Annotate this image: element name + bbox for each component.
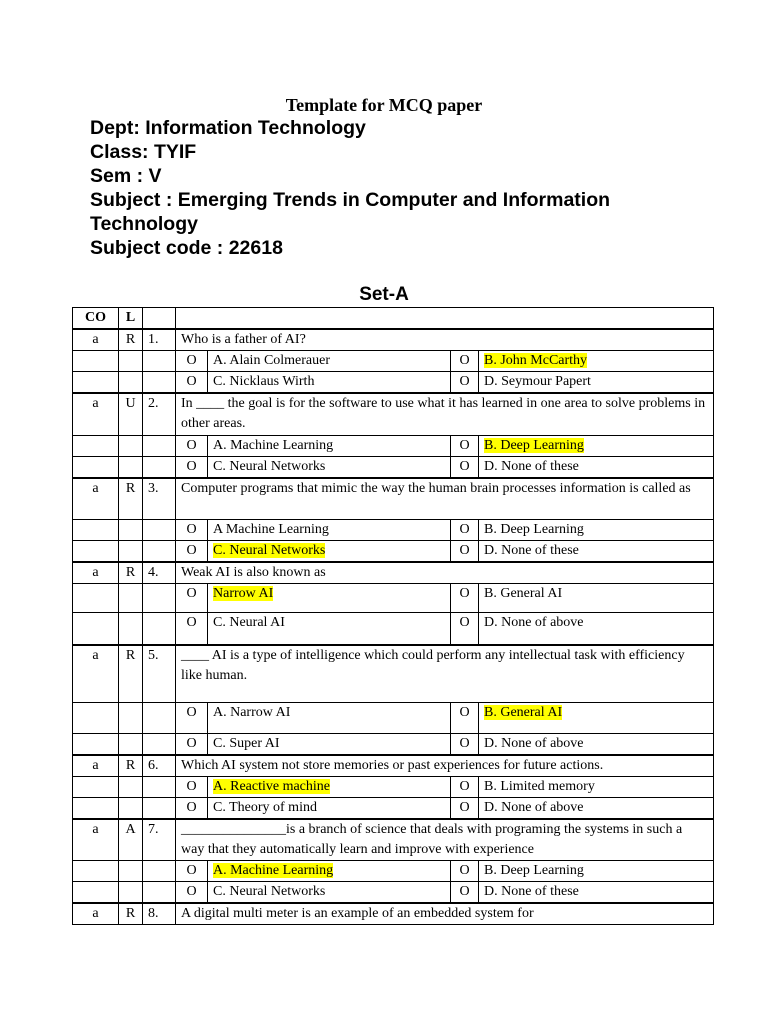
empty-cell <box>119 520 143 541</box>
option-label: B. Deep Learning <box>484 522 584 537</box>
question-number: 6. <box>143 755 176 777</box>
option-text <box>479 584 714 613</box>
empty-cell <box>73 351 119 372</box>
empty-cell <box>143 372 176 394</box>
subject-line-1: Subject : Emerging Trends in Computer and Information <box>90 189 611 211</box>
question-level: R <box>119 645 143 703</box>
class-line: Class: TYIF <box>90 141 197 163</box>
option-radio[interactable]: O <box>451 703 479 734</box>
subject-line-2: Technology <box>90 213 198 235</box>
option-label: C. Nicklaus Wirth <box>213 374 315 389</box>
empty-cell <box>143 882 176 904</box>
empty-cell <box>119 584 143 613</box>
empty-cell <box>143 798 176 820</box>
option-radio[interactable]: O <box>451 584 479 613</box>
question-level: R <box>119 478 143 520</box>
option-row <box>73 456 714 478</box>
option-text <box>479 613 714 645</box>
paper-header <box>90 116 690 260</box>
correct-answer: Narrow AI <box>213 586 274 601</box>
empty-cell <box>119 777 143 798</box>
option-radio[interactable]: O <box>451 351 479 372</box>
empty-cell <box>143 734 176 756</box>
option-row <box>73 541 714 563</box>
question-level: R <box>119 562 143 584</box>
option-label: D. None of above <box>484 800 584 815</box>
question-level: R <box>119 903 143 925</box>
option-text <box>479 541 714 563</box>
option-radio[interactable]: O <box>176 520 208 541</box>
empty-cell <box>143 613 176 645</box>
empty-cell <box>119 541 143 563</box>
header-l: L <box>119 308 143 330</box>
option-text <box>208 520 451 541</box>
question-text: Which AI system not store memories or past experiences for future actions. <box>176 755 714 777</box>
option-text <box>479 734 714 756</box>
option-text <box>208 351 451 372</box>
empty-cell <box>119 798 143 820</box>
option-text <box>208 798 451 820</box>
question-level: R <box>119 755 143 777</box>
option-radio[interactable]: O <box>451 734 479 756</box>
empty-cell <box>119 734 143 756</box>
question-number: 2. <box>143 393 176 435</box>
question-level: U <box>119 393 143 435</box>
option-label: A. Machine Learning <box>213 437 334 453</box>
question-number: 8. <box>143 903 176 925</box>
option-radio[interactable]: O <box>451 613 479 645</box>
correct-answer: C. Neural Networks <box>213 543 326 558</box>
option-text <box>479 703 714 734</box>
empty-cell <box>73 861 119 882</box>
option-radio[interactable]: O <box>451 520 479 541</box>
option-row <box>73 861 714 882</box>
empty-cell <box>73 798 119 820</box>
option-radio[interactable]: O <box>451 435 479 456</box>
question-row <box>73 393 714 435</box>
option-radio[interactable]: O <box>176 798 208 820</box>
empty-cell <box>73 456 119 478</box>
empty-cell <box>73 882 119 904</box>
option-row <box>73 372 714 394</box>
option-row <box>73 435 714 456</box>
set-title: Set-A <box>359 284 409 305</box>
option-label: C. Neural Networks <box>213 884 326 899</box>
question-level: A <box>119 819 143 861</box>
option-radio[interactable]: O <box>451 861 479 882</box>
question-number: 1. <box>143 329 176 351</box>
option-text <box>479 882 714 904</box>
option-text <box>208 861 451 882</box>
option-radio[interactable]: O <box>176 882 208 904</box>
option-radio[interactable]: O <box>451 882 479 904</box>
question-row <box>73 903 714 925</box>
empty-cell <box>119 882 143 904</box>
question-number: 7. <box>143 819 176 861</box>
option-radio[interactable]: O <box>176 351 208 372</box>
empty-cell <box>119 613 143 645</box>
empty-cell <box>143 435 176 456</box>
option-text <box>479 798 714 820</box>
option-label: A. Alain Colmerauer <box>213 353 331 368</box>
empty-cell <box>73 734 119 756</box>
option-row <box>73 777 714 798</box>
question-row <box>73 645 714 703</box>
option-radio[interactable]: O <box>451 777 479 798</box>
option-radio[interactable]: O <box>176 613 208 645</box>
option-text <box>208 777 451 798</box>
header-co: CO <box>73 308 119 330</box>
question-co: a <box>73 562 119 584</box>
option-row <box>73 703 714 734</box>
option-label: A Machine Learning <box>213 522 329 537</box>
empty-cell <box>73 703 119 734</box>
option-text <box>208 613 451 645</box>
option-radio[interactable]: O <box>176 777 208 798</box>
option-text <box>479 861 714 882</box>
option-radio[interactable]: O <box>176 372 208 394</box>
option-text <box>208 541 451 563</box>
option-label: D. None of above <box>484 736 584 751</box>
option-radio[interactable]: O <box>451 456 479 478</box>
question-co: a <box>73 755 119 777</box>
option-label: A. Narrow AI <box>213 705 291 720</box>
empty-cell <box>143 703 176 734</box>
option-row <box>73 798 714 820</box>
option-text <box>208 703 451 734</box>
question-row <box>73 478 714 520</box>
empty-cell <box>73 777 119 798</box>
question-co: a <box>73 329 119 351</box>
question-row <box>73 329 714 351</box>
option-radio[interactable]: O <box>176 541 208 563</box>
option-radio[interactable]: O <box>176 734 208 756</box>
option-label: B. General AI <box>484 586 563 601</box>
option-row <box>73 734 714 756</box>
question-co: a <box>73 393 119 435</box>
option-text <box>479 520 714 541</box>
empty-cell <box>119 435 143 456</box>
empty-cell <box>143 584 176 613</box>
correct-answer: B. Deep Learning <box>484 437 584 453</box>
option-text <box>479 435 714 456</box>
option-radio[interactable]: O <box>176 456 208 478</box>
question-level: R <box>119 329 143 351</box>
option-text <box>208 882 451 904</box>
option-label: C. Neural Networks <box>213 458 326 474</box>
option-label: D. None of these <box>484 458 579 474</box>
dept-line: Dept: Information Technology <box>90 117 366 139</box>
option-row <box>73 613 714 645</box>
option-label: D. None of above <box>484 615 584 630</box>
option-text <box>208 734 451 756</box>
empty-cell <box>143 777 176 798</box>
option-row <box>73 520 714 541</box>
question-co: a <box>73 819 119 861</box>
empty-cell <box>119 456 143 478</box>
option-text <box>208 372 451 394</box>
option-label: C. Super AI <box>213 736 280 751</box>
option-radio[interactable]: O <box>451 541 479 563</box>
empty-cell <box>73 372 119 394</box>
empty-cell <box>73 435 119 456</box>
question-co: a <box>73 478 119 520</box>
empty-cell <box>119 703 143 734</box>
empty-cell <box>143 351 176 372</box>
option-radio[interactable]: O <box>451 798 479 820</box>
table-header-row <box>73 308 714 330</box>
option-label: C. Neural AI <box>213 615 285 630</box>
option-label: B. Deep Learning <box>484 863 584 878</box>
option-radio[interactable]: O <box>176 584 208 613</box>
option-text <box>479 351 714 372</box>
sem-line: Sem : V <box>90 165 162 187</box>
empty-cell <box>119 372 143 394</box>
option-text <box>208 435 451 456</box>
empty-cell <box>73 613 119 645</box>
question-number: 3. <box>143 478 176 520</box>
empty-cell <box>73 520 119 541</box>
option-text <box>208 456 451 478</box>
option-label: D. None of these <box>484 884 579 899</box>
option-label: D. None of these <box>484 543 579 558</box>
option-text <box>479 777 714 798</box>
empty-cell <box>143 861 176 882</box>
correct-answer: B. John McCarthy <box>484 353 588 368</box>
question-co: a <box>73 645 119 703</box>
empty-cell <box>143 520 176 541</box>
question-row <box>73 562 714 584</box>
question-text: A digital multi meter is an example of an embedded system for <box>176 903 714 925</box>
correct-answer: A. Machine Learning <box>213 863 334 878</box>
option-text <box>208 584 451 613</box>
option-text <box>479 372 714 394</box>
option-radio[interactable]: O <box>176 861 208 882</box>
option-label: B. Limited memory <box>484 779 595 794</box>
empty-cell <box>73 584 119 613</box>
subject-code-line: Subject code : 22618 <box>90 237 283 259</box>
question-number: 5. <box>143 645 176 703</box>
option-radio[interactable]: O <box>176 435 208 456</box>
correct-answer: B. General AI <box>484 705 563 720</box>
empty-cell <box>119 861 143 882</box>
option-radio[interactable]: O <box>176 703 208 734</box>
question-text: Computer programs that mimic the way the human brain processes information is called as <box>176 478 714 520</box>
question-text: ____ AI is a type of intelligence which could perform any intellectual task with efficiency like human. <box>176 645 714 703</box>
option-label: C. Theory of mind <box>213 800 317 815</box>
question-text: Who is a father of AI? <box>176 329 714 351</box>
empty-cell <box>119 351 143 372</box>
question-text: Weak AI is also known as <box>176 562 714 584</box>
option-text <box>479 456 714 478</box>
option-radio[interactable]: O <box>451 372 479 394</box>
empty-cell <box>143 541 176 563</box>
empty-cell <box>73 541 119 563</box>
question-text: _______________is a branch of science that deals with programing the systems in such a way that they automatically learn and improve with experience <box>176 819 714 861</box>
question-number: 4. <box>143 562 176 584</box>
mcq-table <box>72 307 714 925</box>
question-co: a <box>73 903 119 925</box>
option-row <box>73 584 714 613</box>
option-label: D. Seymour Papert <box>484 374 591 389</box>
empty-cell <box>143 456 176 478</box>
question-row <box>73 755 714 777</box>
question-row <box>73 819 714 861</box>
correct-answer: A. Reactive machine <box>213 779 331 794</box>
question-text: In ____ the goal is for the software to use what it has learned in one area to solve problems in other areas. <box>176 393 714 435</box>
option-row <box>73 882 714 904</box>
option-row <box>73 351 714 372</box>
page-title: Template for MCQ paper <box>285 95 483 115</box>
